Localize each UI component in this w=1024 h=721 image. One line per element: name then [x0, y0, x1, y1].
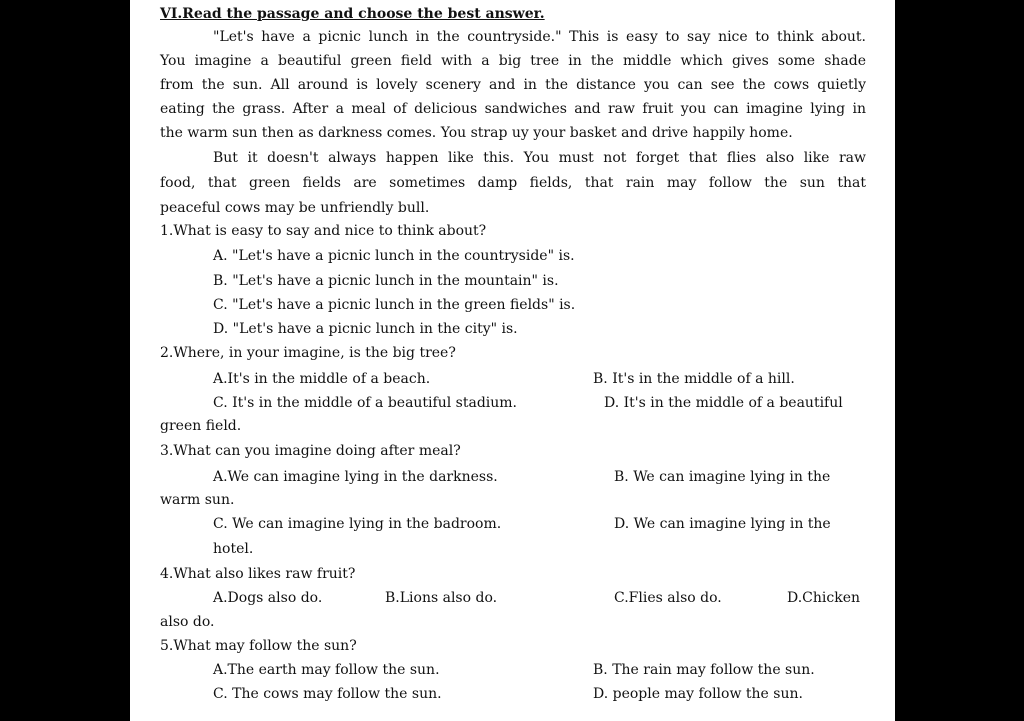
passage-line: the warm sun then as darkness comes. You strap uy your basket and drive happily home. — [160, 125, 793, 141]
option-3c: C. We can imagine lying in the badroom. — [213, 516, 502, 532]
option-2d-continued: green field. — [160, 418, 242, 434]
passage-line: But it doesn't always happen like this. You must not forget that flies also like raw — [213, 150, 866, 166]
question-5: 5.What may follow the sun? — [160, 638, 357, 654]
option-1d: D. "Let's have a picnic lunch in the city" is. — [213, 321, 518, 337]
passage-line: "Let's have a picnic lunch in the countryside." This is easy to say nice to think about. — [213, 29, 866, 45]
option-1a: A. "Let's have a picnic lunch in the countryside" is. — [213, 248, 575, 264]
passage-line: eating the grass. After a meal of delicious sandwiches and raw fruit you can imagine lying in — [160, 101, 866, 117]
passage-line: from the sun. All around is lovely scenery and in the distance you can see the cows quietly — [160, 77, 866, 93]
option-3b: B. We can imagine lying in the — [614, 469, 831, 485]
option-3d-continued: hotel. — [213, 541, 254, 557]
option-5a: A.The earth may follow the sun. — [213, 662, 440, 678]
option-5c: C. The cows may follow the sun. — [213, 686, 442, 702]
question-1: 1.What is easy to say and nice to think about? — [160, 223, 487, 239]
option-5b: B. The rain may follow the sun. — [593, 662, 815, 678]
question-2: 2.Where, in your imagine, is the big tree? — [160, 345, 456, 361]
passage-line: peaceful cows may be unfriendly bull. — [160, 200, 430, 216]
option-4a: A.Dogs also do. — [213, 590, 323, 606]
section-heading: VI.Read the passage and choose the best answer. — [160, 6, 545, 22]
passage-line: food, that green fields are sometimes damp fields, that rain may follow the sun that — [160, 175, 866, 191]
question-4: 4.What also likes raw fruit? — [160, 566, 356, 582]
option-4d: D.Chicken — [787, 590, 861, 606]
passage-line: You imagine a beautiful green field with a big tree in the middle which gives some shade — [160, 53, 866, 69]
option-1c: C. "Let's have a picnic lunch in the green fields" is. — [213, 297, 576, 313]
option-3a: A.We can imagine lying in the darkness. — [213, 469, 498, 485]
option-2c: C. It's in the middle of a beautiful stadium. — [213, 395, 518, 411]
option-4b: B.Lions also do. — [385, 590, 498, 606]
option-2d: D. It's in the middle of a beautiful — [604, 395, 843, 411]
option-4c: C.Flies also do. — [614, 590, 722, 606]
option-3d: D. We can imagine lying in the — [614, 516, 831, 532]
option-4d-continued: also do. — [160, 614, 215, 630]
option-2b: B. It's in the middle of a hill. — [593, 371, 795, 387]
option-1b: B. "Let's have a picnic lunch in the mountain" is. — [213, 273, 559, 289]
question-3: 3.What can you imagine doing after meal? — [160, 443, 461, 459]
option-2a: A.It's in the middle of a beach. — [213, 371, 431, 387]
option-5d: D. people may follow the sun. — [593, 686, 803, 702]
option-3b-continued: warm sun. — [160, 492, 235, 508]
